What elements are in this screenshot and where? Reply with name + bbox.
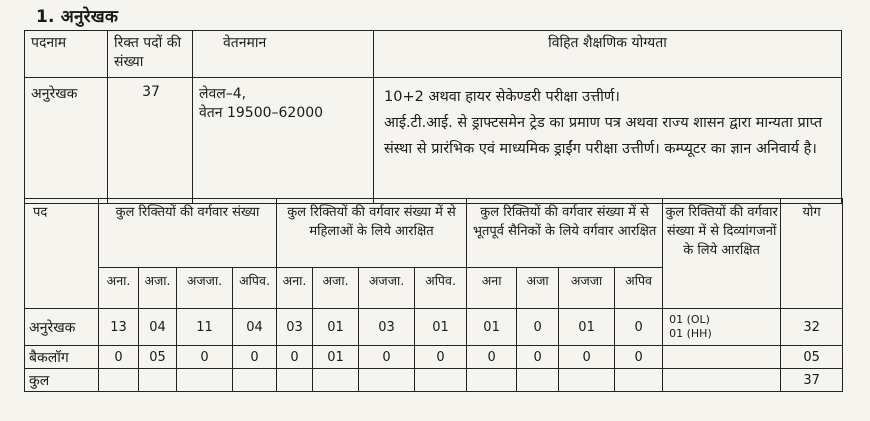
header-post: पद bbox=[25, 199, 99, 309]
divyang-hh: 01 (HH) bbox=[669, 327, 712, 340]
table-cell: 0 bbox=[615, 346, 663, 369]
vacancies-cell: 37 bbox=[108, 78, 193, 204]
post-name-cell: अनुरेखक bbox=[25, 78, 108, 204]
table-cell bbox=[517, 369, 559, 392]
grand-total: 37 bbox=[781, 369, 843, 392]
table-cell bbox=[99, 369, 139, 392]
pay-scale-cell bbox=[193, 78, 374, 204]
qualification-line-2: आई.टी.आई. से ड्राफ्टसमेन ट्रेड का प्रमाण पत्र अथवा राज्य शासन द्वारा मान्यता प्राप्त संस्था से प्रारंभिक एवं माध्यमिक ड्राईंग परीक्षा उत्तीर्ण। कम्प्यूटर का ज्ञान अनिवार्य है। bbox=[384, 115, 823, 157]
reservation-table bbox=[24, 198, 843, 392]
header-total: योग bbox=[781, 199, 843, 309]
table-row bbox=[25, 309, 843, 346]
post-details-table bbox=[24, 30, 842, 204]
table-cell: 01 bbox=[313, 346, 359, 369]
table-cell: 01 bbox=[559, 309, 615, 346]
sub-header-cell: अपिव bbox=[615, 268, 663, 309]
row-label: कुल bbox=[25, 369, 99, 392]
table-header-row bbox=[25, 31, 842, 78]
table-cell: 13 bbox=[99, 309, 139, 346]
table-cell bbox=[313, 369, 359, 392]
qualification-line-1: 10+2 अथवा हायर सेकेण्डरी परीक्षा उत्तीर्ण। bbox=[384, 89, 620, 105]
qualification-cell bbox=[374, 78, 842, 204]
sub-header-cell: अपिव. bbox=[415, 268, 467, 309]
table-cell: 05 bbox=[139, 346, 177, 369]
pay-range: वेतन 19500–62000 bbox=[199, 105, 324, 121]
table-cell bbox=[139, 369, 177, 392]
header-vacancies: रिक्त पदों की संख्या bbox=[108, 31, 193, 78]
divyang-cell bbox=[663, 369, 781, 392]
sub-header-cell: अना. bbox=[277, 268, 313, 309]
table-cell: 0 bbox=[517, 309, 559, 346]
table-cell: 0 bbox=[277, 346, 313, 369]
table-cell: 0 bbox=[467, 346, 517, 369]
sub-header-cell: अजजा. bbox=[177, 268, 233, 309]
sub-header-cell: अजा. bbox=[313, 268, 359, 309]
row-label: बैकलॉग bbox=[25, 346, 99, 369]
table-cell bbox=[359, 369, 415, 392]
table-cell: 01 bbox=[415, 309, 467, 346]
table-cell: 03 bbox=[359, 309, 415, 346]
header-women-reserved: कुल रिक्तियों की वर्गवार संख्या में से महिलाओं के लिये आरक्षित bbox=[277, 199, 467, 268]
table-cell: 04 bbox=[139, 309, 177, 346]
table-cell: 01 bbox=[313, 309, 359, 346]
pay-level: लेवल–4, bbox=[199, 86, 247, 102]
table-cell bbox=[415, 369, 467, 392]
header-ex-servicemen-reserved: कुल रिक्तियों की वर्गवार संख्या में से भूतपूर्व सैनिकों के लिये वर्गवार आरक्षित bbox=[467, 199, 663, 268]
header-total-category-wise: कुल रिक्तियों की वर्गवार संख्या bbox=[99, 199, 277, 268]
row-total: 32 bbox=[781, 309, 843, 346]
table-cell: 0 bbox=[517, 346, 559, 369]
table-row bbox=[25, 78, 842, 204]
table-cell bbox=[233, 369, 277, 392]
table-cell: 04 bbox=[233, 309, 277, 346]
table-cell: 0 bbox=[415, 346, 467, 369]
sub-header-cell: अजा. bbox=[139, 268, 177, 309]
table-row bbox=[25, 369, 843, 392]
table-cell: 03 bbox=[277, 309, 313, 346]
divyang-ol: 01 (OL) bbox=[669, 313, 710, 326]
table-cell: 0 bbox=[359, 346, 415, 369]
table-cell: 0 bbox=[559, 346, 615, 369]
divyang-cell bbox=[663, 309, 781, 346]
table-cell bbox=[177, 369, 233, 392]
table-cell bbox=[467, 369, 517, 392]
table-cell bbox=[559, 369, 615, 392]
table-cell: 0 bbox=[615, 309, 663, 346]
table-cell: 01 bbox=[467, 309, 517, 346]
table-cell: 11 bbox=[177, 309, 233, 346]
section-title: 1. अनुरेखक bbox=[36, 7, 119, 27]
table-cell: 0 bbox=[99, 346, 139, 369]
table-cell: 0 bbox=[177, 346, 233, 369]
table-cell bbox=[277, 369, 313, 392]
sub-header-cell: अजजा bbox=[559, 268, 615, 309]
header-pay-scale: वेतनमान bbox=[193, 31, 374, 78]
sub-header-cell: अपिव. bbox=[233, 268, 277, 309]
table-cell bbox=[615, 369, 663, 392]
header-qualification: विहित शैक्षणिक योग्यता bbox=[374, 31, 842, 78]
sub-header-cell: अना bbox=[467, 268, 517, 309]
sub-header-cell: अजजा. bbox=[359, 268, 415, 309]
table-row bbox=[25, 346, 843, 369]
divyang-cell bbox=[663, 346, 781, 369]
row-total: 05 bbox=[781, 346, 843, 369]
header-post-name: पदनाम bbox=[25, 31, 108, 78]
row-label: अनुरेखक bbox=[25, 309, 99, 346]
table-cell: 0 bbox=[233, 346, 277, 369]
table-header-row bbox=[25, 199, 843, 268]
sub-header-cell: अजा bbox=[517, 268, 559, 309]
sub-header-cell: अना. bbox=[99, 268, 139, 309]
header-divyang-reserved: कुल रिक्तियों की वर्गवार संख्या में से दिव्यांगजनों के लिये आरक्षित bbox=[663, 199, 781, 309]
